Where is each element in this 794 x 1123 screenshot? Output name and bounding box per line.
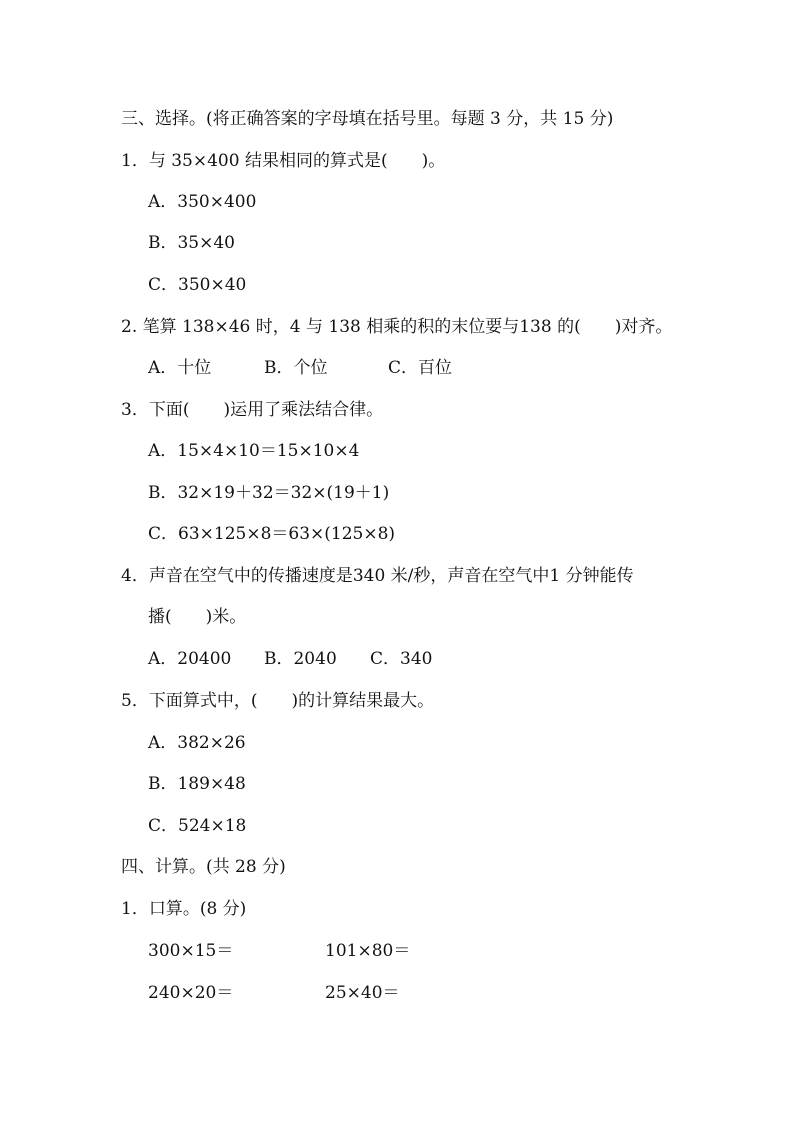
question-4-options (148, 648, 432, 670)
question-2-option-a: A．十位 (148, 358, 212, 378)
question-2-option-b: B．个位 (264, 358, 328, 378)
question-3-option-c: C．63×125×8＝63×(125×8) (148, 524, 396, 544)
question-3-stem: 3．下面( )运用了乘法结合律。 (121, 400, 384, 420)
question-2-stem: 2. 笔算 138×46 时，4 与 138 相乘的积的末位要与138 的( )对齐。 (121, 317, 673, 337)
question-2-options (148, 357, 452, 379)
question-5-option-a: A．382×26 (148, 733, 246, 753)
question-1-stem: 1．与 35×400 结果相同的算式是( )。 (121, 151, 446, 171)
question-5-option-c: C．524×18 (148, 816, 247, 836)
question-5-stem: 5．下面算式中，( )的计算结果最大。 (121, 691, 435, 711)
question-5-option-b: B．189×48 (148, 774, 246, 794)
question-4-option-a: A．20400 (148, 649, 232, 669)
section4-header: 四、计算。(共 28 分) (121, 857, 286, 877)
calc-item-3: 240×20＝ (148, 983, 234, 1003)
calc-item-4: 25×40＝ (325, 983, 400, 1003)
section3-header: 三、选择。(将正确答案的字母填在括号里。每题 3 分，共 15 分) (121, 109, 614, 129)
question-4-option-c: C．340 (370, 649, 433, 669)
question-4-option-b: B．2040 (264, 649, 337, 669)
question-2-option-c: C．百位 (388, 358, 453, 378)
question-1-option-c: C．350×40 (148, 275, 247, 295)
question-1-option-a: A．350×400 (148, 192, 257, 212)
question-1-option-b: B．35×40 (148, 233, 236, 253)
calc-item-1: 300×15＝ (148, 941, 234, 961)
question-3-option-b: B．32×19＋32＝32×(19＋1) (148, 483, 390, 503)
question-4-stem-line2: 播( )米。 (148, 607, 247, 627)
question-3-option-a: A．15×4×10＝15×10×4 (148, 441, 360, 461)
question-4-stem-line1: 4．声音在空气中的传播速度是340 米/秒，声音在空气中1 分钟能传 (121, 566, 634, 586)
section4-sub1-title: 1．口算。(8 分) (121, 899, 247, 919)
calc-item-2: 101×80＝ (325, 941, 411, 961)
